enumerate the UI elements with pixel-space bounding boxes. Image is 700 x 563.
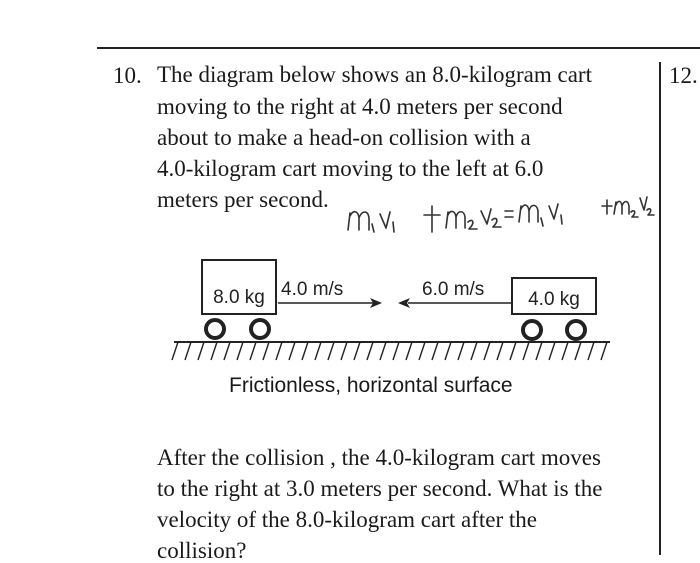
wheel bbox=[567, 321, 585, 339]
wheel bbox=[523, 321, 541, 339]
hatch-mark bbox=[458, 342, 464, 360]
left-cart-mass-label: 8.0 kg bbox=[213, 287, 265, 308]
hatch-mark bbox=[250, 342, 256, 360]
hatch-mark bbox=[380, 342, 386, 360]
hatch-mark bbox=[536, 342, 542, 360]
hatch-mark bbox=[432, 342, 438, 360]
hatch-mark bbox=[224, 342, 230, 360]
hatch-mark bbox=[367, 342, 373, 360]
ground-surface bbox=[172, 342, 610, 360]
wheel bbox=[251, 320, 269, 338]
hatch-mark bbox=[588, 342, 594, 360]
right-cart bbox=[512, 278, 596, 339]
right-cart-velocity-label: 6.0 m/s bbox=[422, 279, 485, 300]
hatch-mark bbox=[575, 342, 581, 360]
prompt-line: 4.0-kilogram cart moving to the left at 6.0 bbox=[157, 156, 544, 181]
hatch-mark bbox=[185, 342, 191, 360]
handwritten-momentum-equation bbox=[340, 188, 660, 243]
hatch-mark bbox=[497, 342, 503, 360]
hatch-mark bbox=[523, 342, 529, 360]
prompt-line: moving to the right at 4.0 meters per second bbox=[157, 94, 563, 119]
next-question-number: 12. bbox=[669, 63, 698, 88]
right-velocity-arrow bbox=[398, 279, 515, 308]
question-number: 10. bbox=[113, 63, 142, 88]
left-cart bbox=[202, 260, 276, 338]
followup-line: to the right at 3.0 meters per second. What is the bbox=[157, 476, 603, 501]
hatch-mark bbox=[393, 342, 399, 360]
hatch-mark bbox=[211, 342, 217, 360]
hatch-mark bbox=[406, 342, 412, 360]
prompt-line: about to make a head-on collision with a bbox=[157, 125, 531, 150]
column-divider bbox=[659, 62, 661, 555]
hatch-mark bbox=[354, 342, 360, 360]
collision-diagram bbox=[160, 250, 630, 375]
handwritten-note-text: m₁v₁ + m₂v₂ = m₁v₁ + m₂v₂ bbox=[500, 238, 512, 239]
hatch-mark bbox=[601, 342, 607, 360]
left-velocity-arrow bbox=[278, 279, 382, 308]
followup-line: After the collision , the 4.0-kilogram cart moves bbox=[157, 445, 601, 470]
hatch-mark bbox=[419, 342, 425, 360]
hatch-mark bbox=[263, 342, 269, 360]
hatch-mark bbox=[315, 342, 321, 360]
prompt-line: The diagram below shows an 8.0-kilogram cart bbox=[157, 62, 592, 87]
hatch-mark bbox=[276, 342, 282, 360]
left-cart-velocity-label: 4.0 m/s bbox=[281, 279, 344, 300]
prompt-line: meters per second. bbox=[157, 187, 329, 212]
followup-line: collision? bbox=[157, 538, 247, 563]
hatch-mark bbox=[237, 342, 243, 360]
surface-caption: Frictionless, horizontal surface bbox=[229, 374, 513, 397]
hatch-mark bbox=[484, 342, 490, 360]
top-rule bbox=[97, 47, 700, 49]
right-cart-mass-label: 4.0 kg bbox=[528, 289, 580, 310]
hatch-mark bbox=[198, 342, 204, 360]
hatch-mark bbox=[510, 342, 516, 360]
followup-line: velocity of the 8.0-kilogram cart after the bbox=[157, 507, 537, 532]
wheel bbox=[206, 320, 224, 338]
hatch-mark bbox=[549, 342, 555, 360]
hatch-mark bbox=[341, 342, 347, 360]
hatch-mark bbox=[172, 342, 178, 360]
hatch-mark bbox=[328, 342, 334, 360]
hatch-mark bbox=[471, 342, 477, 360]
hatch-mark bbox=[289, 342, 295, 360]
hatch-mark bbox=[302, 342, 308, 360]
hatch-mark bbox=[445, 342, 451, 360]
hatch-mark bbox=[562, 342, 568, 360]
